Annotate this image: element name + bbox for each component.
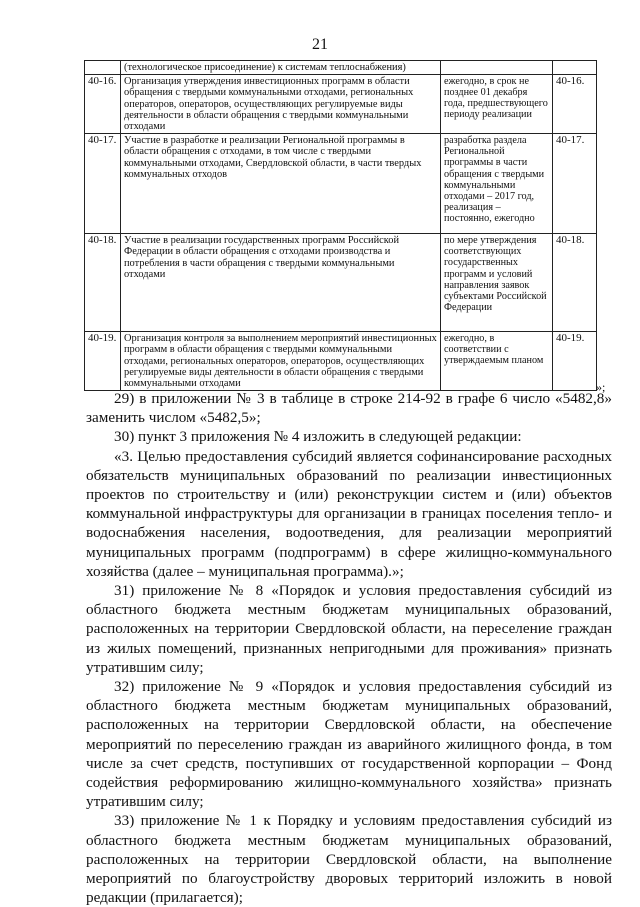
- table-row: [85, 332, 597, 391]
- row-content: Организация контроля за выполнением мероприятий инвестиционных программ в области обращения с твердыми коммунальными отходами, региональных операторов, операторов, осуществляющих регулируемые виды деятельности в области обращения с твердыми коммунальными отходами: [121, 332, 441, 391]
- row-schedule: по мере утверждения соответствующих государственных программ и условий направления заявок субъектами Российской Федерации: [441, 234, 553, 332]
- row-number: 40-17.: [85, 134, 121, 234]
- row-number: [85, 61, 121, 75]
- row-schedule: ежегодно, в срок не позднее 01 декабря года, предшествующего периоду реализации: [441, 75, 553, 134]
- paragraph-item-29: 29) в приложении № 3 в таблице в строке 214-92 в графе 6 число «5482,8» заменить числом «5482,5»;: [86, 390, 612, 427]
- table-row: [85, 134, 597, 234]
- row-reference: [553, 61, 597, 75]
- row-schedule: [441, 61, 553, 75]
- row-schedule: ежегодно, в соответствии с утверждаемым планом: [441, 332, 553, 391]
- table-row: [85, 61, 597, 75]
- row-reference: 40-17.: [553, 134, 597, 234]
- amendment-text: [86, 389, 612, 907]
- row-schedule: разработка раздела Региональной программы в части обращения с твердыми коммунальными отходами – 2017 год, реализация – постоянно, ежегодно: [441, 134, 553, 234]
- row-reference: 40-18.: [553, 234, 597, 332]
- row-reference: 40-16.: [553, 75, 597, 134]
- page-number: 21: [312, 36, 328, 53]
- paragraph-item-31: 31) приложение № 8 «Порядок и условия предоставления субсидий из областного бюджета местным бюджетам муниципальных образований, расположенных на территории Свердловской области, на переселение граждан из жилых помещений, признанных непригодными для проживания» признать утратившим силу;: [86, 582, 612, 676]
- row-content: Участие в реализации государственных программ Российской Федерации в области обращения с отходами производства и потребления в части обращения с твердыми коммунальными отходами: [121, 234, 441, 332]
- paragraph-quoted-point-3: «3. Целью предоставления субсидий является софинансирование расходных обязательств муниципальных образований по реализации инвестиционных проектов по строительству и (или) реконструкции систем и (или) объектов коммунальной инфраструктуры для организации в границах поселения тепло- и водоснабжения населения, водоотведения, для реализации мероприятий муниципальных программ (подпрограмм) в сфере жилищно-коммунального хозяйства (далее – муниципальная программа).»;: [86, 447, 612, 580]
- paragraph-item-33: 33) приложение № 1 к Порядку и условиям предоставления субсидий из областного бюджета местным бюджетам муниципальных образований, расположенных на территории Свердловской области, на выполнение мероприятий по благоустройству дворовых территорий изложить в новой редакции (прилагается);: [86, 812, 612, 907]
- paragraph-item-32: 32) приложение № 9 «Порядок и условия предоставления субсидий из областного бюджета местным бюджетам муниципальных образований, расположенных на территории Свердловской области, на обеспечение мероприятий по переселению граждан из аварийного жилищного фонда, в том числе за счет средств, поступивших от государственной корпорации – Фонд содействия реформированию жилищно-коммунального хозяйства» признать утратившим силу;: [86, 678, 612, 811]
- row-content: Участие в разработке и реализации Региональной программы в области обращения с отходами, в том числе с твердыми коммунальными отходами, Свердловской области, в части твердых коммунальных отходов: [121, 134, 441, 234]
- row-content: Организация утверждения инвестиционных программ в области обращения с твердыми коммунальными отходами, региональных операторов, операторов, осуществляющих регулируемые виды деятельности в области обращения с твердыми коммунальными отходами: [121, 75, 441, 134]
- paragraph-item-30: 30) пункт 3 приложения № 4 изложить в следующей редакции:: [114, 428, 522, 446]
- table-row: [85, 75, 597, 134]
- row-content: (технологическое присоединение) к системам теплоснабжения): [121, 61, 441, 75]
- measures-table: [84, 60, 597, 391]
- row-number: 40-16.: [85, 75, 121, 134]
- row-reference: 40-19.: [553, 332, 597, 391]
- table-row: [85, 234, 597, 332]
- table-closing-mark: »;: [596, 380, 606, 394]
- row-number: 40-19.: [85, 332, 121, 391]
- row-number: 40-18.: [85, 234, 121, 332]
